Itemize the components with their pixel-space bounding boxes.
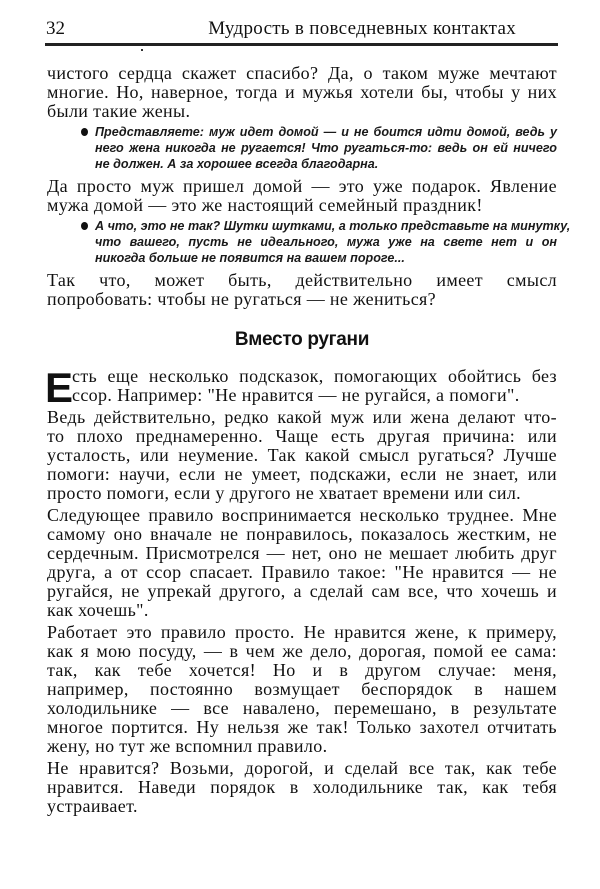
text-line: так, как тебе хочется! Но и в другом случае: меня, <box>47 660 557 680</box>
text-line: него жена никогда не ругается! Что ругаться-то: ведь он ей ничего <box>95 141 557 155</box>
text-line: мужа домой — это же настоящий семейный праздник! <box>47 195 483 215</box>
text-line: были такие жены. <box>47 101 191 121</box>
text-line: Следующее правило воспринимается несколько труднее. Мне <box>47 505 557 525</box>
drop-cap-paragraph <box>45 364 557 411</box>
text-line: Так что, может быть, действительно имеет смысл <box>47 270 557 290</box>
text-line: многое портится. Ну нельзя же так! Только захотел отчитать <box>47 717 557 737</box>
text-line: Ведь действительно, редко какой муж или жена делают что- <box>47 407 557 427</box>
section-heading: Вместо ругани <box>234 329 370 350</box>
text-line: холодильнике — все навалено, перемешано, в результате <box>47 698 557 718</box>
text-line: Работает это правило просто. Не нравится жене, к примеру, <box>47 622 557 642</box>
text-line: никогда больше не появится на вашем пороге... <box>95 251 405 265</box>
text-line: как я мою посуду, — в чем же дело, дорогая, помой ее сама: <box>47 641 557 661</box>
paragraph <box>47 506 557 620</box>
page-body <box>45 63 571 819</box>
page-number: 32 <box>46 18 65 39</box>
text-line: чистого сердца скажет спасибо? Да, о таком муже мечтают <box>47 63 557 83</box>
header-rule <box>45 43 558 46</box>
paragraph <box>47 64 557 121</box>
text-line: жену, но тут же вспомнил правило. <box>47 736 328 756</box>
text-line: нравится. Наведи порядок в холодильнике так, как тебя <box>47 777 557 797</box>
paragraph <box>47 623 557 756</box>
running-header <box>46 18 558 42</box>
text-line: А что, это не так? Шутки шутками, а только представьте на минутку, <box>95 219 571 233</box>
text-line: например, постоянно возмущает беспорядок в нашем <box>47 679 557 699</box>
text-line: как хочешь". <box>47 600 149 620</box>
text-line: попробовать: чтобы не ругаться — не жениться? <box>47 289 437 309</box>
text-line: просто помоги, если у другого не хватает времени или сил. <box>47 483 522 503</box>
bullet-icon <box>81 128 88 136</box>
text-line: Да просто муж пришел домой — это уже подарок. Явление <box>47 176 557 196</box>
text-line: друга, а от ссор спасает. Правило такое: "Не нравится — не <box>47 562 557 582</box>
text-line: то плохо преднамеренно. Чаще есть другая причина: или <box>47 426 557 446</box>
paragraph <box>47 759 557 816</box>
text-line: сть еще несколько подсказок, помогающих обойтись без <box>72 366 557 386</box>
text-line: усталость, или неумение. Так какой смысл ругаться? Лучше <box>47 445 557 465</box>
text-line: ругайся, не упрекай другого, а сделай сам все, что хочешь и <box>47 581 557 601</box>
paragraph <box>47 271 557 309</box>
text-line: многие. Но, наверное, тогда и мужья хотели бы, чтобы у них <box>47 82 557 102</box>
running-title: Мудрость в повседневных контактах <box>208 18 516 39</box>
text-line: сердечным. Присмотрелся — нет, оно не мешает любить друг <box>47 543 557 563</box>
text-line: что вашего, пусть не идеального, мужа уже на свете нет и он <box>95 235 557 249</box>
text-line: помоги: научи, если не умеет, подскажи, если не знает, или <box>47 464 557 484</box>
bullet-note <box>47 218 571 266</box>
text-line: самому оно вначале не понравилось, показалось жестким, не <box>47 524 557 544</box>
paragraph <box>47 408 557 503</box>
text-line: не должен. А за хорошее всегда благодарна. <box>95 157 379 171</box>
text-line: устраивает. <box>47 796 138 816</box>
text-line: ссор. Например: "Не нравится — не ругайся, а помоги". <box>72 385 520 405</box>
bullet-icon <box>81 222 88 230</box>
text-line: Представляете: муж идет домой — и не боится идти домой, ведь у <box>95 125 557 139</box>
text-line: Не нравится? Возьми, дорогой, и сделай все так, как тебе <box>47 758 557 778</box>
bullet-note <box>47 124 557 172</box>
paragraph <box>47 177 557 215</box>
print-speck <box>141 49 143 51</box>
drop-cap: Е <box>45 364 74 411</box>
